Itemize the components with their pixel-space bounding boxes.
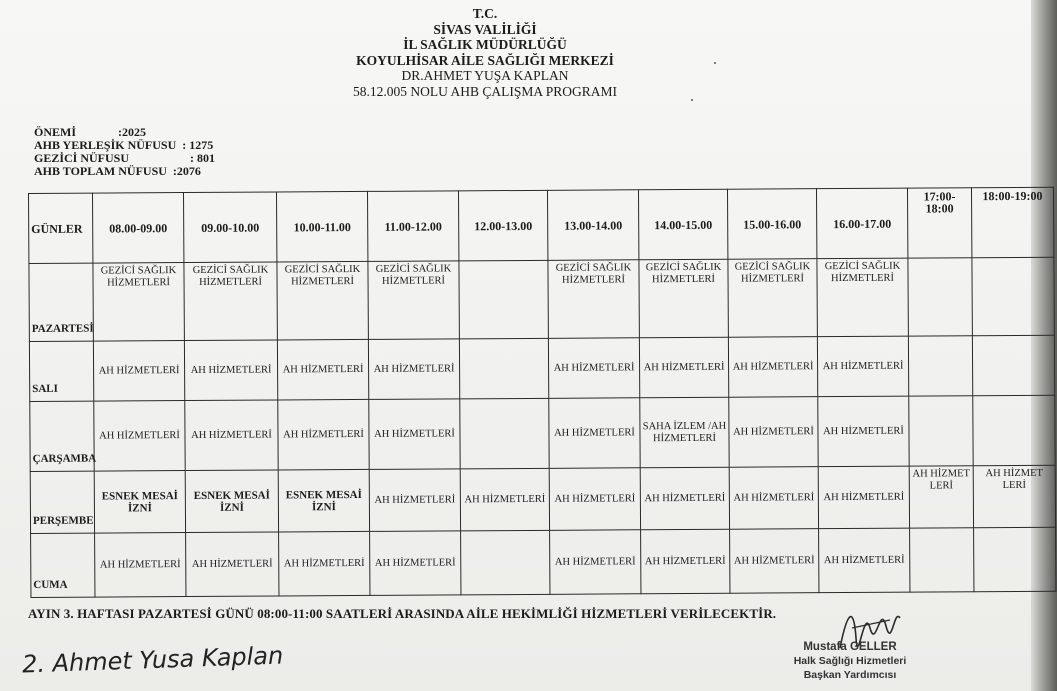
schedule-cell: AH HİZMETLERİ — [370, 531, 461, 596]
header-cell: 11.00-12.00 — [367, 191, 458, 262]
day-cell: CUMA — [31, 533, 95, 597]
schedule-cell: GEZİCİ SAĞLIK HİZMETLERİ — [817, 258, 908, 337]
schedule-cell — [974, 527, 1056, 591]
document-header — [300, 6, 670, 99]
day-cell: SALI — [29, 341, 93, 401]
info-label: AHB YERLEŞİK NÜFUSU — [34, 138, 177, 152]
paper-speck — [714, 62, 716, 64]
official-signature-block — [775, 640, 925, 682]
table-row — [29, 335, 1054, 401]
schedule-cell: AH HİZMETLERİ — [549, 398, 640, 469]
schedule-cell: GEZİCİ SAĞLIK HİZMETLERİ — [728, 259, 817, 338]
official-title-1: Halk Sağlığı Hizmetleri — [793, 655, 907, 667]
schedule-cell — [459, 260, 548, 339]
schedule-cell: ESNEK MESAİ İZNİ — [185, 470, 278, 533]
schedule-cell: AH HİZMETLERİ — [368, 339, 459, 400]
schedule-cell: AH HİZMETLERİ — [93, 341, 184, 402]
paper-speck — [691, 99, 693, 101]
schedule-cell — [972, 257, 1054, 335]
schedule-cell: GEZİCİ SAĞLIK HİZMETLERİ — [639, 259, 728, 338]
schedule-cell: AH HİZMET LERİ — [909, 466, 973, 528]
schedule-cell: AH HİZMETLERİ — [640, 467, 729, 530]
schedule-cell: AH HİZMETLERİ — [641, 529, 730, 594]
schedule-cell — [461, 530, 550, 595]
schedule-cell: ESNEK MESAİ İZNİ — [278, 469, 369, 532]
schedule-cell: AH HİZMETLERİ — [278, 399, 369, 470]
info-row-total — [34, 165, 215, 178]
schedule-cell — [909, 396, 973, 466]
schedule-cell: AH HİZMETLERİ — [730, 529, 819, 594]
header-line-6: 58.12.005 NOLU AHB ÇALIŞMA PROGRAMI — [352, 83, 618, 99]
schedule-cell: AH HİZMET LERİ — [973, 465, 1055, 527]
schedule-cell: AH HİZMETLERİ — [369, 399, 460, 470]
schedule-cell — [972, 335, 1054, 395]
schedule-cell: AH HİZMETLERİ — [548, 338, 639, 399]
schedule-cell: GEZİCİ SAĞLIK HİZMETLERİ — [548, 260, 639, 339]
header-cell: 15.00-16.00 — [727, 189, 816, 260]
info-value: : 1275 — [182, 138, 214, 152]
info-value: :2076 — [172, 164, 201, 178]
header-cell: 17:00-18:00 — [907, 188, 971, 258]
schedule-cell: AH HİZMETLERİ — [460, 468, 549, 531]
info-label: GEZİCİ NÜFUSU — [34, 151, 130, 165]
header-cell: 18:00-19:00 — [971, 187, 1053, 257]
header-line-4: KOYULHİSAR AİLE SAĞLIĞI MERKEZİ — [356, 52, 614, 68]
schedule-cell: AH HİZMETLERİ — [819, 528, 910, 593]
schedule-cell: ESNEK MESAİ İZNİ — [94, 471, 185, 534]
schedule-table — [28, 187, 1056, 598]
header-cell: GÜNLER — [29, 193, 93, 263]
header-cell: 16.00-17.00 — [816, 188, 907, 259]
header-line-5: DR.AHMET YUŞA KAPLAN — [401, 68, 569, 83]
table-header-row — [29, 187, 1054, 263]
schedule-cell — [908, 258, 972, 336]
header-line-3: İL SAĞLIK MÜDÜRLÜĞÜ — [403, 37, 567, 52]
schedule-cell: AH HİZMETLERİ — [184, 340, 277, 401]
schedule-cell: AH HİZMETLERİ — [279, 531, 370, 596]
header-cell: 09.00-10.00 — [184, 192, 277, 263]
header-cell: 08.00-09.00 — [93, 193, 184, 264]
info-value: : 801 — [190, 151, 215, 165]
schedule-cell: AH HİZMETLERİ — [550, 530, 641, 595]
header-cell: 14.00-15.00 — [638, 189, 727, 260]
day-cell: PAZARTESİ — [29, 263, 93, 341]
header-line-1: T.C. — [472, 6, 498, 21]
footer-note: AYIN 3. HAFTASI PAZARTESİ GÜNÜ 08:00-11:00 SAATLERİ ARASINDA AİLE HEKİMLİĞİ HİZMETLERİ VERİLECEKTİR. — [28, 606, 777, 621]
population-info — [34, 126, 215, 178]
table-row — [30, 395, 1055, 471]
schedule-cell: AH HİZMETLERİ — [94, 401, 185, 472]
schedule-cell: AH HİZMETLERİ — [186, 532, 279, 597]
schedule-cell: AH HİZMETLERİ — [369, 469, 460, 532]
official-title-2: Başkan Yardımcısı — [803, 669, 897, 681]
table-row — [30, 465, 1055, 533]
day-cell: ÇARŞAMBA — [30, 401, 94, 471]
table-row — [29, 257, 1054, 341]
schedule-cell: AH HİZMETLERİ — [729, 397, 818, 468]
schedule-cell: AH HİZMETLERİ — [729, 467, 818, 530]
schedule-cell: GEZİCİ SAĞLIK HİZMETLERİ — [277, 261, 368, 340]
header-line-2: SİVAS VALİLİĞİ — [433, 21, 537, 37]
schedule-cell: GEZİCİ SAĞLIK HİZMETLERİ — [184, 262, 277, 341]
header-cell: 10.00-11.00 — [276, 191, 367, 262]
info-label: ÖNEMİ — [34, 125, 76, 139]
handwritten-signature-left: 2. Ahmet Yusa Kaplan — [21, 641, 284, 679]
schedule-cell: AH HİZMETLERİ — [818, 396, 909, 467]
schedule-cell: AH HİZMETLERİ — [185, 400, 278, 471]
schedule-table-wrap — [28, 187, 1055, 597]
schedule-cell: AH HİZMETLERİ — [549, 468, 640, 531]
schedule-cell: SAHA İZLEM /AH HİZMETLERİ — [640, 397, 729, 468]
header-cell: 12.00-13.00 — [458, 190, 547, 261]
schedule-cell: GEZİCİ SAĞLIK HİZMETLERİ — [93, 263, 184, 342]
schedule-cell: AH HİZMETLERİ — [639, 337, 728, 398]
table-row — [31, 527, 1056, 597]
schedule-cell — [973, 395, 1055, 465]
schedule-cell: AH HİZMETLERİ — [818, 466, 909, 529]
schedule-cell: AH HİZMETLERİ — [95, 533, 186, 598]
schedule-cell — [460, 398, 549, 469]
schedule-cell — [910, 528, 974, 592]
schedule-cell — [908, 336, 972, 396]
schedule-cell: AH HİZMETLERİ — [277, 339, 368, 400]
info-label: AHB TOPLAM NÜFUSU — [34, 164, 167, 178]
header-cell: 13.00-14.00 — [547, 190, 638, 261]
schedule-cell: GEZİCİ SAĞLIK HİZMETLERİ — [368, 261, 459, 340]
official-name: Mustafa GELLER — [803, 641, 897, 653]
schedule-cell: AH HİZMETLERİ — [817, 336, 908, 397]
schedule-cell — [459, 338, 548, 399]
day-cell: PERŞEMBE — [30, 471, 94, 533]
schedule-cell: AH HİZMETLERİ — [728, 337, 817, 398]
info-value: :2025 — [118, 125, 146, 139]
